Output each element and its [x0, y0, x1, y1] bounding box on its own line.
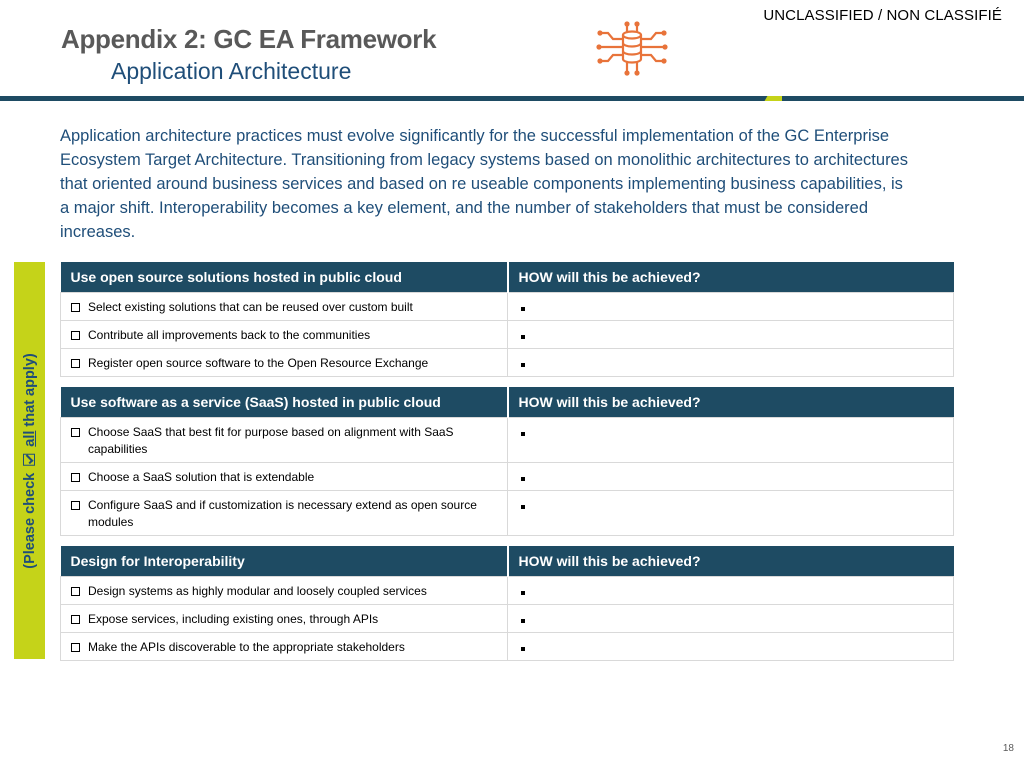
checkbox[interactable] [71, 615, 80, 624]
instruction-prefix: (Please check [21, 472, 38, 569]
instruction-all: all [21, 430, 38, 447]
checkbox[interactable] [71, 428, 80, 437]
checkbox[interactable] [71, 331, 80, 340]
checkbox[interactable] [71, 643, 80, 652]
row-label: Choose SaaS that best fit for purpose based on alignment with SaaS capabilities [88, 424, 454, 456]
checkbox[interactable] [71, 587, 80, 596]
open-source-table [60, 262, 954, 377]
bullet-icon [521, 619, 525, 623]
row-label: Make the APIs discoverable to the appropriate stakeholders [88, 639, 405, 654]
table-row [61, 604, 954, 632]
classification-label: UNCLASSIFIED / NON CLASSIFIÉ [763, 7, 1002, 24]
bullet-icon [521, 477, 525, 481]
bullet-icon [521, 591, 525, 595]
row-label: Configure SaaS and if customization is necessary extend as open source modules [88, 497, 477, 529]
how-heading: HOW will this be achieved? [508, 546, 954, 576]
saas-table [60, 387, 954, 536]
header-rule-right [782, 96, 1024, 101]
database-network-icon [594, 19, 670, 83]
table-row [61, 320, 954, 348]
instruction-suffix: that apply) [21, 352, 38, 427]
table-row [61, 417, 954, 462]
page-number: 18 [1002, 743, 1014, 754]
row-label: Design systems as highly modular and loosely coupled services [88, 583, 427, 598]
row-label: Select existing solutions that can be reused over custom built [88, 299, 413, 314]
header-rule [0, 96, 770, 101]
table-row [61, 348, 954, 376]
instruction-text [22, 353, 38, 568]
page-subtitle: Application Architecture [111, 58, 352, 84]
bullet-icon [521, 307, 525, 311]
checkbox-checked-icon [23, 453, 35, 465]
checkbox[interactable] [71, 501, 80, 510]
how-heading: HOW will this be achieved? [508, 387, 954, 417]
intro-paragraph: Application architecture practices must evolve significantly for the successful implementation of the GC Enterprise Ecosystem Target Architecture. Transitioning from legacy systems based on monolithic architectures to architectures that oriented around business services and based on re useable components implementing business capabilities, is a major shift. Interoperability becomes a key element, and the number of stakeholders that must be considered increases. [60, 127, 908, 241]
how-heading: HOW will this be achieved? [508, 262, 954, 292]
instruction-sidebar [14, 262, 45, 659]
checkbox[interactable] [71, 473, 80, 482]
checkbox[interactable] [71, 303, 80, 312]
bullet-icon [521, 505, 525, 509]
bullet-icon [521, 432, 525, 436]
row-label: Choose a SaaS solution that is extendable [88, 469, 315, 484]
table-row [61, 576, 954, 604]
table-row [61, 632, 954, 660]
bullet-icon [521, 335, 525, 339]
bullet-icon [521, 647, 525, 651]
bullet-icon [521, 363, 525, 367]
checkbox[interactable] [71, 359, 80, 368]
table-heading: Use software as a service (SaaS) hosted in public cloud [61, 387, 508, 417]
page-title: Appendix 2: GC EA Framework [61, 24, 437, 54]
table-heading: Design for Interoperability [61, 546, 508, 576]
table-heading: Use open source solutions hosted in public cloud [61, 262, 508, 292]
row-label: Register open source software to the Open Resource Exchange [88, 355, 429, 370]
table-row [61, 490, 954, 535]
row-label: Expose services, including existing ones, through APIs [88, 611, 379, 626]
table-row [61, 462, 954, 490]
table-row [61, 292, 954, 320]
interoperability-table [60, 546, 954, 661]
row-label: Contribute all improvements back to the communities [88, 327, 371, 342]
